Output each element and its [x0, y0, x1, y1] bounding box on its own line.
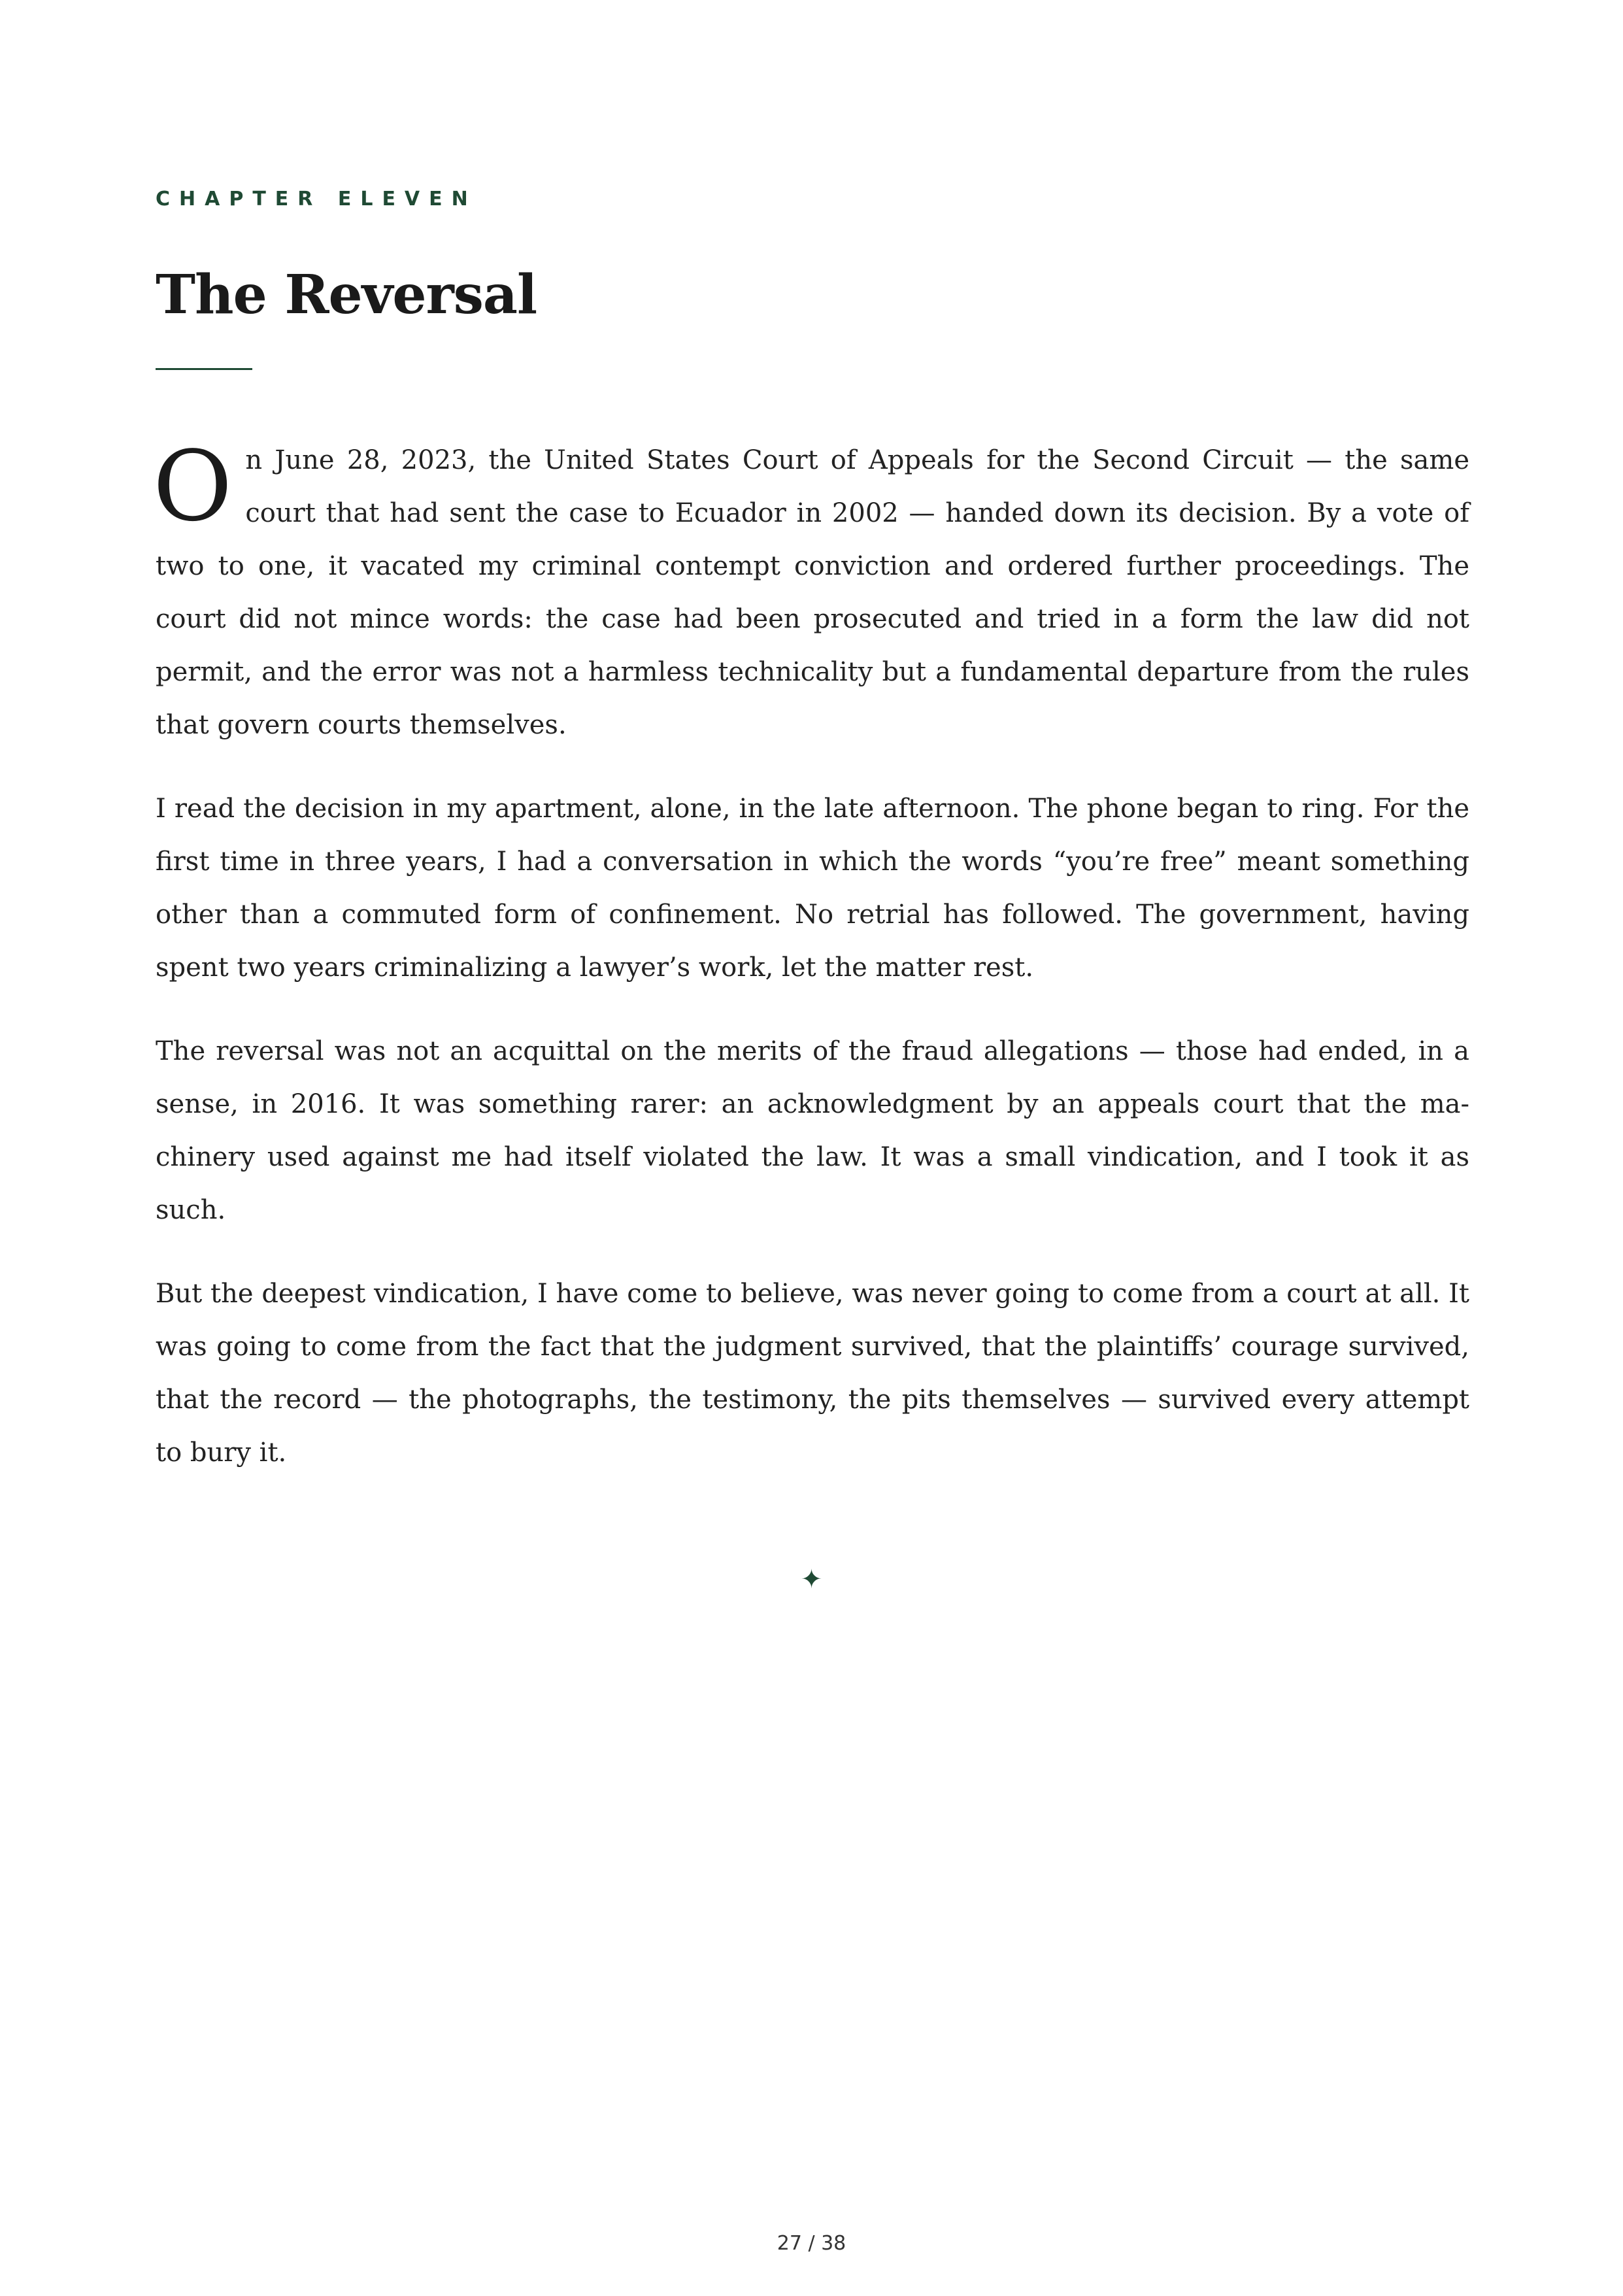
- title-divider: [156, 368, 252, 370]
- chapter-body: [153, 430, 1469, 1479]
- chapter-title: The Reversal: [156, 263, 537, 326]
- section-ornament-icon: ✦: [800, 1564, 823, 1595]
- chapter-label: CHAPTER ELEVEN: [156, 188, 477, 211]
- paragraph-4: But the deepest vindication, I have come to believe, was never going to come from a court at all. It was going to come from the fact that the judgment survived, that the plaintiffs’ courage survived, that the record — the photographs, the testimony, the pits themselves — survived every attempt to bury it.: [156, 1279, 1469, 1468]
- paragraph-1-text: n June 28, 2023, the United States Court of Appeals for the Second Circuit — the same court that had sent the case to Ecuador in 2002 — handed down its decision. By a vote of two to one, it vacated my criminal contempt conviction and ordered further proceedings. The court did not mince words: the case had been prosecuted and tried in a form the law did not permit, and the error was not a harmless technicality but a fundamental departure from the rules that govern courts themselves.: [156, 445, 1469, 740]
- page-number: 27 / 38: [777, 2232, 846, 2255]
- paragraph-3: The reversal was not an acquittal on the merits of the fraud allegations — those had ended, in a sense, in 2016. It was something rarer: an acknowledgment by an appeals court that the machinery used against me had itself violated the law. It was a small vindication, and I took it as such.: [156, 1036, 1469, 1225]
- paragraph-1: [153, 430, 1469, 752]
- drop-cap: O: [153, 430, 233, 543]
- chapter-content: [153, 186, 1469, 1510]
- paragraph-2: I read the decision in my apartment, alone, in the late afternoon. The phone began to ring. For the first time in three years, I had a conversation in which the words “you’re free” meant something other than a commuted form of confinement. No retrial has followed. The government, having spent two years criminalizing a lawyer’s work, let the matter rest.: [156, 794, 1469, 983]
